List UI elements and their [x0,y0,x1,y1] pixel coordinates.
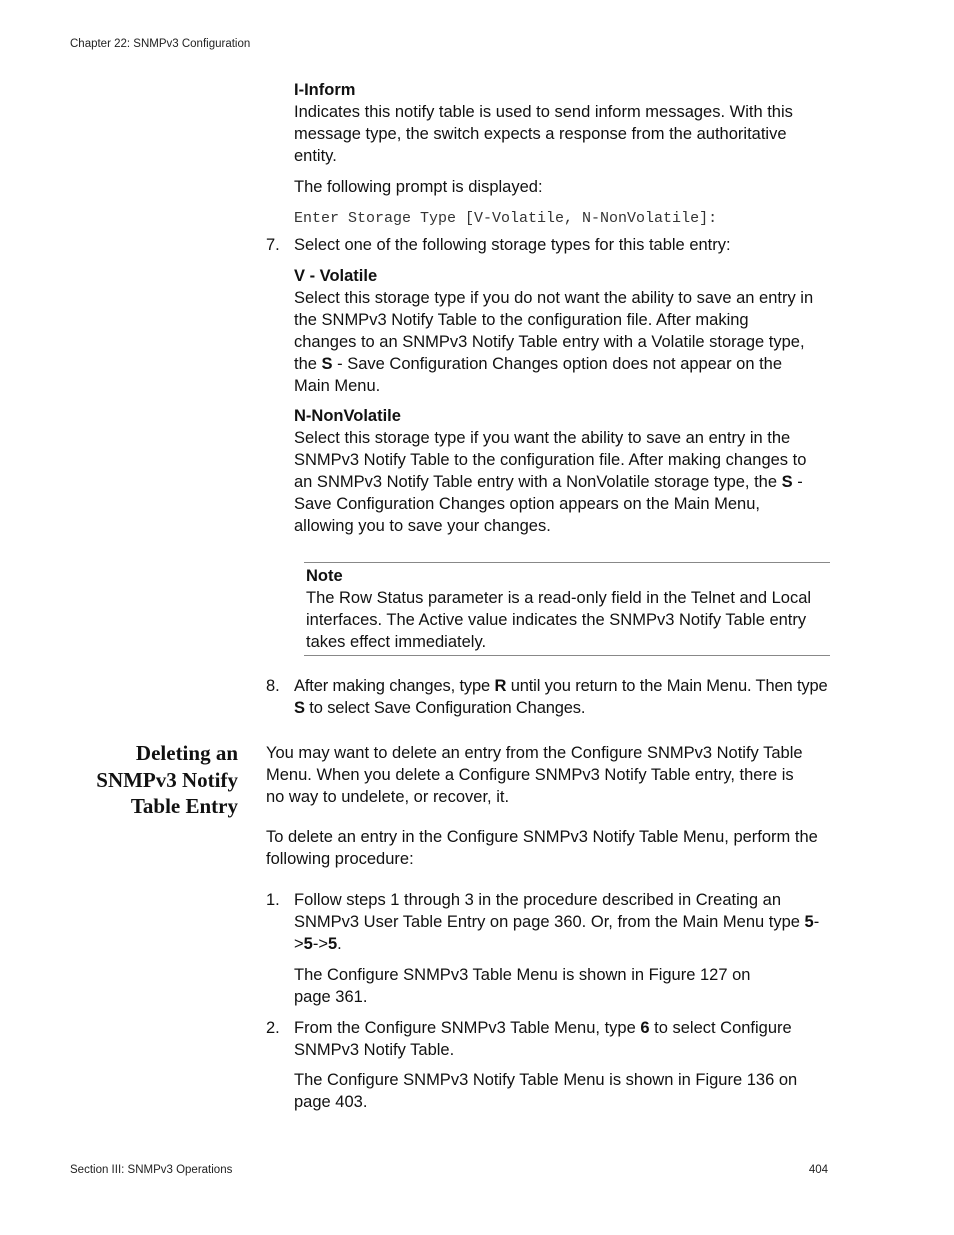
page-number: 404 [808,1164,828,1176]
section-intro-2: To delete an entry in the Configure SNMPv3 Notify Table Menu, perform the following procedure: [266,828,818,868]
step-8-number: 8. [266,677,280,695]
inform-block [294,79,814,167]
footer-section: Section III: SNMPv3 Operations [70,1164,233,1176]
delete-step-2-text: From the Configure SNMPv3 Table Menu, type 6 to select Configure SNMPv3 Notify Table. [294,1019,792,1059]
delete-step-1-number: 1. [266,891,280,909]
running-header: Chapter 22: SNMPv3 Configuration [70,38,251,50]
nonvolatile-block [294,405,814,537]
prompt-code: Enter Storage Type [V-Volatile, N-NonVolatile]: [294,210,718,227]
inform-description: Indicates this notify table is used to send inform messages. With this message type, the switch expects a response from the authoritative entity. [294,103,793,165]
step-7-number: 7. [266,236,280,254]
delete-step-1-text: Follow steps 1 through 3 in the procedure described in Creating an SNMPv3 User Table Entry on page 360. Or, from the Main Menu type 5->5->5. [294,891,820,953]
delete-step-2-number: 2. [266,1019,280,1037]
nonvolatile-description: Select this storage type if you want the ability to save an entry in the SNMPv3 Notify Table to the configuration file. After making changes to an SNMPv3 Notify Table entry with a NonVolatile storage type, the S - Save Configuration Changes option appears on the Main Menu, allowing you to save your changes. [294,429,807,535]
volatile-description: Select this storage type if you do not want the ability to save an entry in the SNMPv3 Notify Table to the configuration file. After making changes to an SNMPv3 Notify Table entry with a Volatile storage type, the S - Save Configuration Changes option does not appear on the Main Menu. [294,289,814,395]
note-box [304,562,830,656]
section-intro-1: You may want to delete an entry from the Configure SNMPv3 Notify Table Menu. When you delete a Configure SNMPv3 Notify Table entry, there is no way to undelete, or recover, it. [266,744,803,806]
delete-step-2-result: The Configure SNMPv3 Notify Table Menu is shown in Figure 136 on page 403. [294,1071,798,1111]
volatile-term: V - Volatile [294,267,378,285]
nonvolatile-term: N-NonVolatile [294,407,401,425]
inform-term: I-Inform [294,81,356,99]
step-8-text: After making changes, type R until you return to the Main Menu. Then type S to select Save Configuration Changes. [294,677,828,717]
prompt-intro: The following prompt is displayed: [294,178,543,196]
delete-step-1-result: The Configure SNMPv3 Table Menu is shown in Figure 127 on page 361. [294,966,751,1006]
note-title: Note [306,567,343,585]
note-text: The Row Status parameter is a read-only field in the Telnet and Local interfaces. The Active value indicates the SNMPv3 Notify Table entry takes effect immediately. [306,589,812,651]
volatile-block [294,265,814,397]
section-heading: Deleting an SNMPv3 Notify Table Entry [96,741,238,818]
step-7-text: Select one of the following storage types for this table entry: [294,236,731,254]
